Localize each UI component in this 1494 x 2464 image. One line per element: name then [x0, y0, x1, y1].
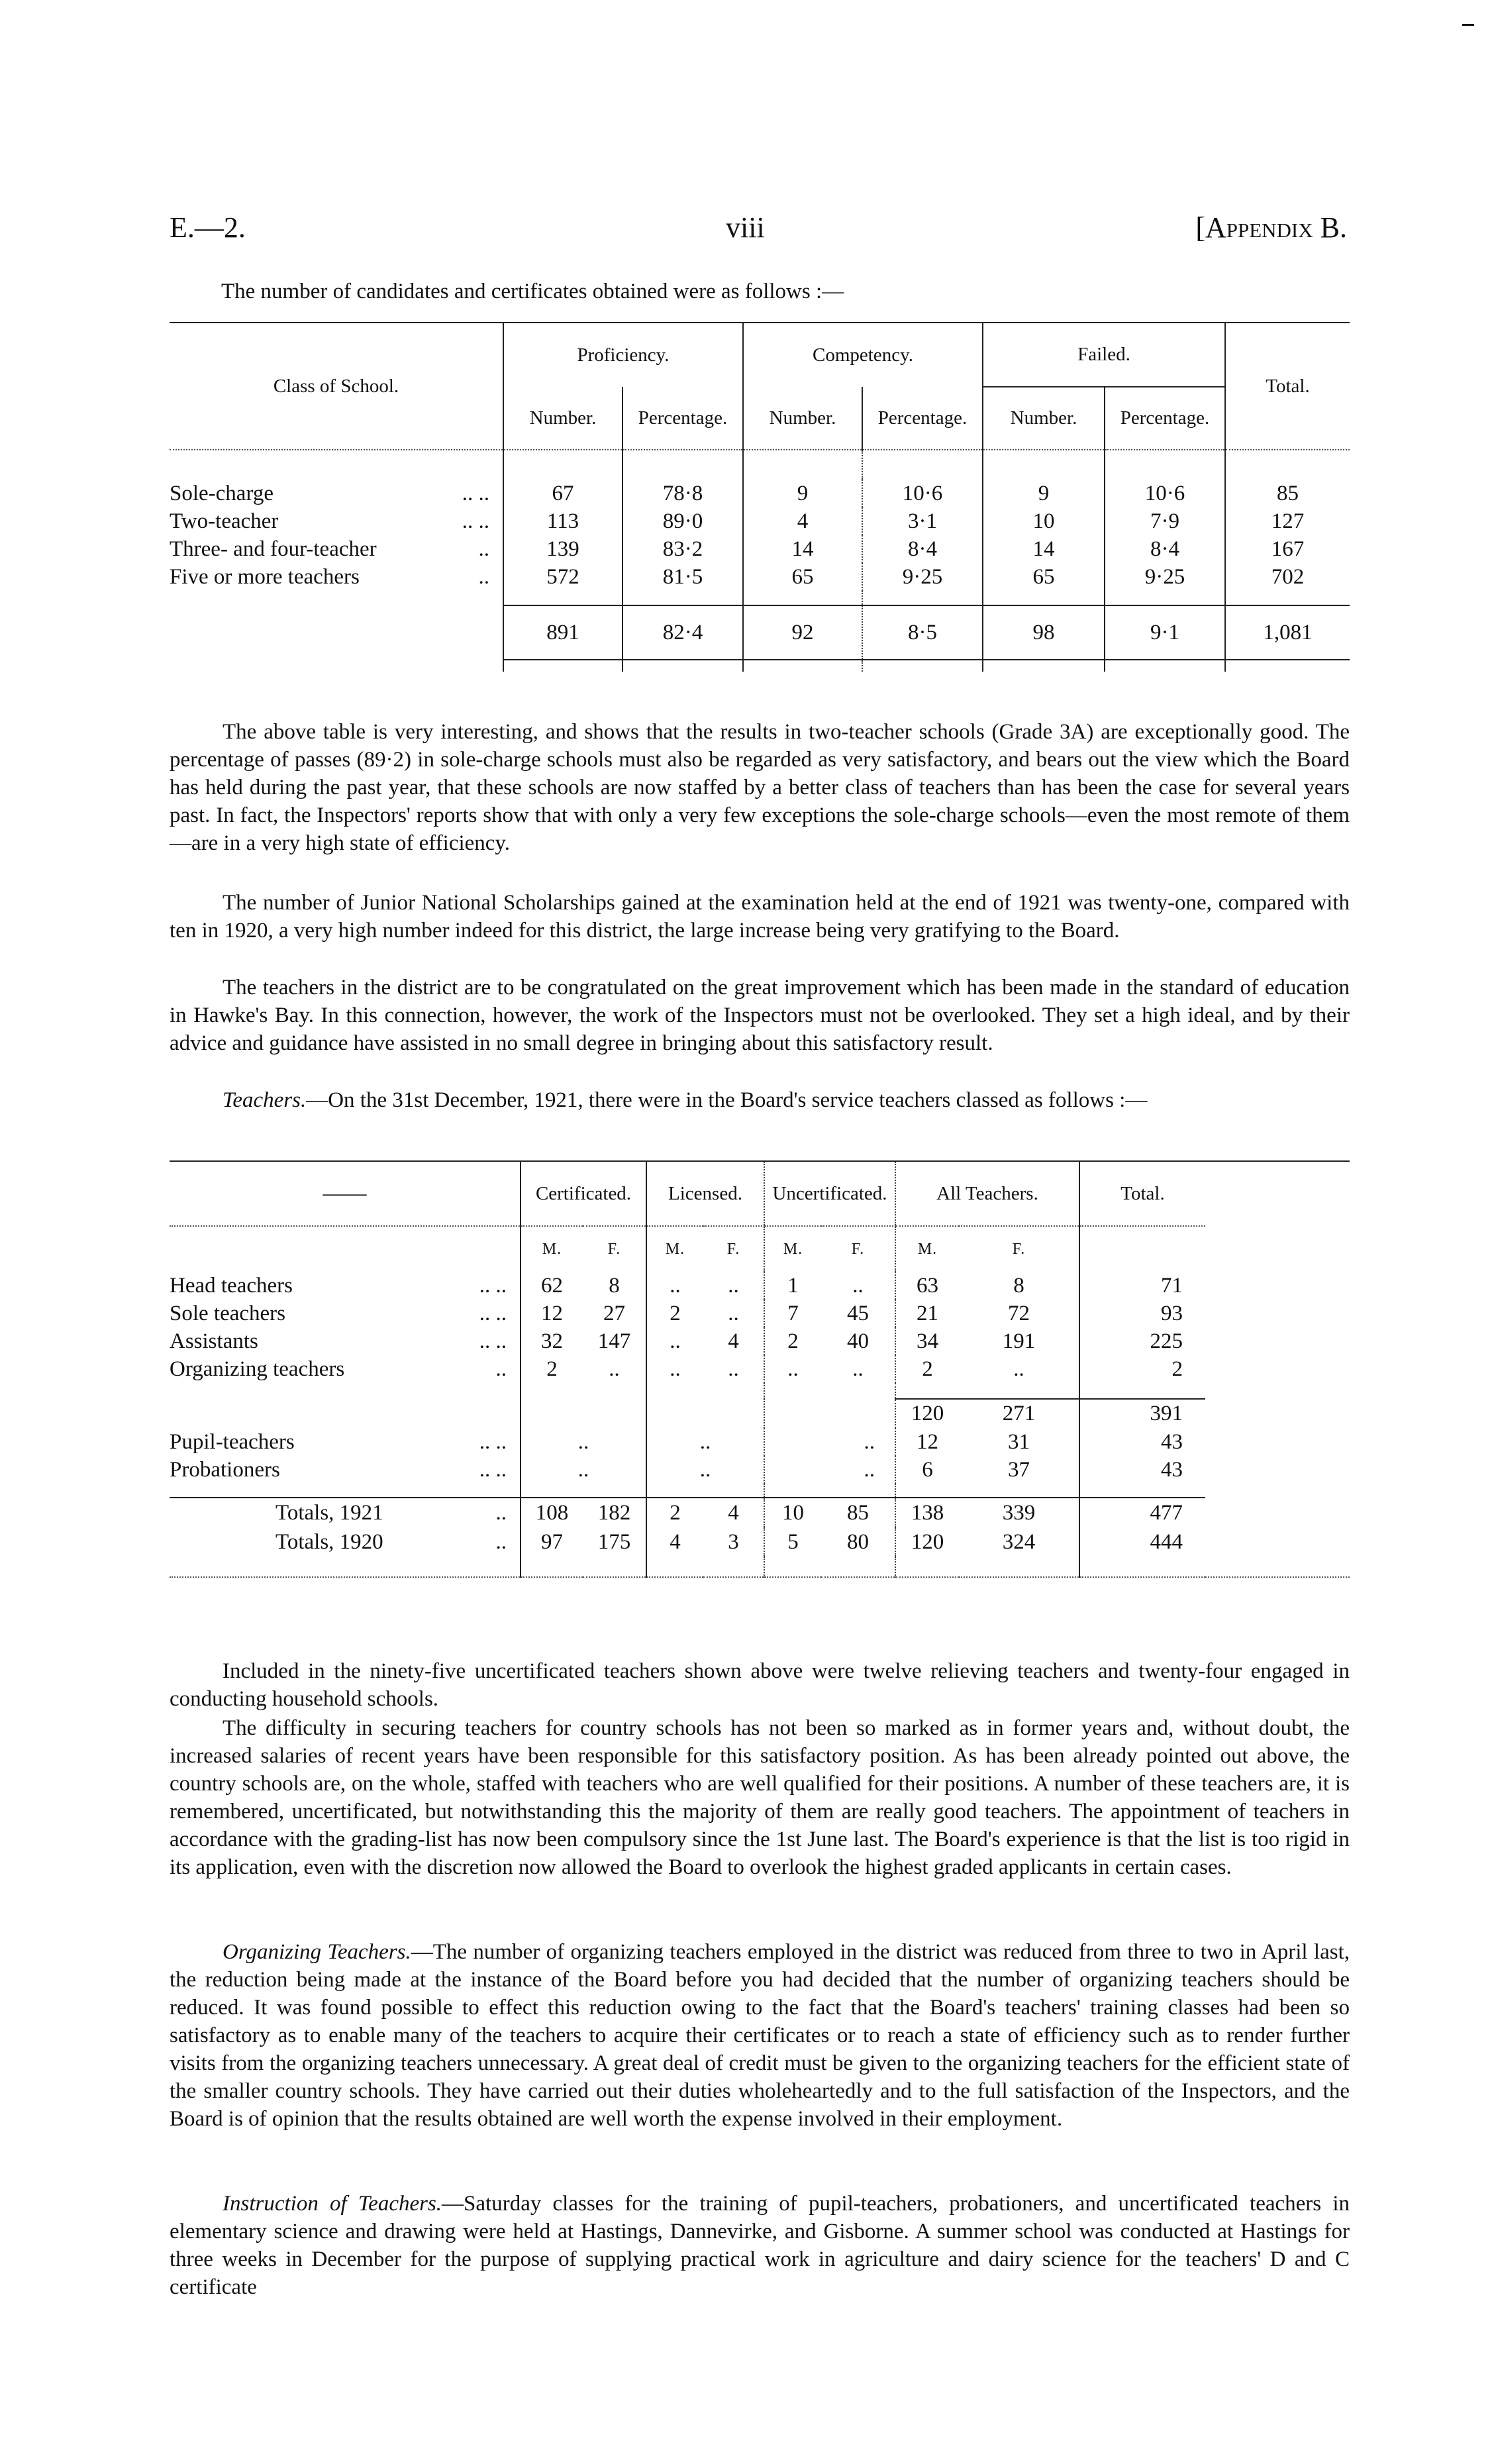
- leader-dots: ..: [478, 537, 489, 561]
- paragraph: [170, 974, 1350, 1057]
- class-of-school-header: Class of School.: [170, 323, 503, 450]
- leader-dots: ..: [495, 1357, 507, 1381]
- section-heading: Teachers.: [223, 1088, 307, 1112]
- row-label: Two-teacher: [170, 509, 279, 533]
- cell: ..: [646, 1327, 703, 1355]
- certificated-header: Certificated.: [521, 1161, 646, 1226]
- cell: 92: [743, 605, 862, 660]
- paragraph-text: —Saturday classes for the training of pupil-teachers, probationers, and uncertificated teachers in elementary science and drawing were held at Hastings, Dannevirke, and Gisborne. A summer school was conducted at Hastings for three weeks in December for the purpose of supplying practical work in agriculture and dairy science for the teachers' D and C certificate: [170, 2192, 1350, 2299]
- cell: 14: [743, 535, 862, 563]
- cell: 97: [521, 1527, 583, 1557]
- cell: 98: [983, 605, 1105, 660]
- cell: 10: [983, 507, 1105, 535]
- cell: 9: [983, 480, 1105, 507]
- cell: 2: [895, 1355, 959, 1383]
- cell: 81·5: [622, 563, 743, 591]
- cell: 572: [503, 563, 622, 591]
- cell: 702: [1225, 563, 1350, 591]
- male-header: M.: [895, 1226, 959, 1272]
- row-label: Probationers: [170, 1457, 280, 1482]
- total-header: Total.: [1225, 323, 1350, 450]
- table-row: [170, 1456, 1350, 1484]
- cell: 5: [764, 1527, 821, 1557]
- cell: ..: [1013, 1357, 1024, 1381]
- cell: 7·9: [1105, 507, 1225, 535]
- cell: 10·6: [1105, 480, 1225, 507]
- cell: 225: [1079, 1327, 1205, 1355]
- totals-row: [170, 1527, 1350, 1557]
- cell: ..: [521, 1428, 646, 1456]
- header-appendix: [Appendix B.: [1195, 211, 1347, 244]
- cell: 139: [503, 535, 622, 563]
- table-row: [170, 507, 1350, 535]
- cell: 138: [895, 1498, 959, 1527]
- cell: 4: [728, 1329, 739, 1353]
- cell: ..: [764, 1355, 821, 1383]
- cell: 2: [646, 1498, 703, 1527]
- paragraph-text: The difficulty in securing teachers for country schools has not been so marked as in former years and, without doubt, the increased salaries of recent years have been responsible for this satisfactory position. As has been already pointed out above, the country schools are, on the whole, staffed with teachers who are well qualified for their positions. A number of these teachers are, it is remembered, uncertificated, but notwithstanding this the majority of them are really good teachers. The appointment of teachers in accordance with the grading-list has now been compulsory since the 1st June last. The Board's experience is that the list is too rigid in its application, even with the discretion now allowed the Board to overlook the highest graded applicants in certain cases.: [170, 1716, 1350, 1879]
- cell: 2: [1079, 1355, 1205, 1383]
- cell: ..: [728, 1357, 739, 1381]
- sub-number: Number.: [983, 387, 1105, 450]
- cell: 8: [1013, 1273, 1024, 1298]
- cell: 9: [743, 480, 862, 507]
- cell: 40: [847, 1329, 869, 1353]
- leader-dots: .. ..: [462, 509, 489, 533]
- table-row: [170, 1355, 1350, 1383]
- cell: 72: [1008, 1301, 1030, 1325]
- candidates-table: [170, 322, 1350, 672]
- section-heading: Organizing Teachers.: [223, 1940, 411, 1964]
- cell: 8·4: [862, 535, 983, 563]
- cell: 108: [521, 1498, 583, 1527]
- cell: 21: [895, 1300, 959, 1327]
- cell: 1: [764, 1272, 821, 1300]
- totals-row: [170, 1498, 1350, 1527]
- paragraph-text: The number of Junior National Scholarships gained at the examination held at the end of 1921 was twenty-one, compared with ten in 1920, a very high number indeed for this district, the large increase being very gratifying to the Board.: [170, 891, 1350, 943]
- leader-dots: ..: [478, 564, 489, 589]
- male-header: M.: [521, 1226, 583, 1272]
- row-label: Assistants: [170, 1329, 258, 1353]
- leader-dots: .. ..: [479, 1301, 507, 1325]
- section-heading: Instruction of Teachers.: [223, 2192, 442, 2216]
- sub-number: Number.: [503, 387, 622, 450]
- cell: 2: [521, 1355, 583, 1383]
- cell: 182: [583, 1498, 646, 1527]
- cell: 43: [1079, 1428, 1205, 1456]
- cell: 120: [895, 1399, 959, 1428]
- cell: 93: [1079, 1300, 1205, 1327]
- intro-candidates: The number of candidates and certificates obtained were as follows :—: [221, 280, 844, 303]
- cell: 127: [1225, 507, 1350, 535]
- row-label: Totals, 1920: [275, 1529, 383, 1554]
- paragraph: [170, 1938, 1350, 2133]
- female-header: F.: [1012, 1240, 1026, 1258]
- table-row: [170, 535, 1350, 563]
- cell: 9·1: [1105, 605, 1225, 660]
- totals-row: [170, 605, 1350, 660]
- cell: ..: [728, 1273, 739, 1298]
- teachers-table: [170, 1160, 1350, 1578]
- cell: 324: [1002, 1529, 1036, 1554]
- corner-dash: ——: [170, 1161, 521, 1226]
- cell: 32: [521, 1327, 583, 1355]
- cell: 83·2: [622, 535, 743, 563]
- paragraph: [170, 1086, 1350, 1114]
- cell: 4: [703, 1498, 764, 1527]
- sub-percentage: Percentage.: [862, 387, 983, 450]
- paragraph: [170, 889, 1350, 945]
- cell: 191: [1002, 1329, 1036, 1353]
- paragraph-text: —The number of organizing teachers employed in the district was reduced from three to two in April last, the reduction being made at the instance of the Board before you had decided that the number of organizing teachers should be reduced. It was found possible to effect this reduction owing to the fact that the Board's teachers' training classes had been so satisfactory as to enable many of the teachers to acquire their certificates or to reach a state of efficiency such as to render further visits from the organizing teachers unnecessary. A great deal of credit must be given to the organizing teachers for the efficient state of the smaller country schools. They have carried out their duties wholeheartedly and to the full satisfaction of the Inspectors, and the Board is of opinion that the results obtained are well worth the expense involved in their employment.: [170, 1940, 1350, 2131]
- cell: 45: [847, 1301, 869, 1325]
- cell: ..: [852, 1273, 864, 1298]
- cell: 63: [895, 1272, 959, 1300]
- cell: ..: [521, 1456, 646, 1484]
- paragraph-text: The above table is very interesting, and shows that the results in two-teacher schools (Grade 3A) are exceptionally good. The percentage of passes (89·2) in sole-charge schools must also be regarded as very satisfactory, and bears out the view which the Board has held during the past year, that these schools are now staffed by a better class of teachers than has been the case for several years past. In fact, the Inspectors' reports show that with only a very few exceptions the sole-charge schools—even the most remote of them—are in a very high state of efficiency.: [170, 720, 1350, 855]
- cell: 67: [503, 480, 622, 507]
- cell: 2: [764, 1327, 821, 1355]
- cell: 147: [597, 1329, 631, 1353]
- cell: ..: [852, 1357, 864, 1381]
- cell: 1,081: [1225, 605, 1350, 660]
- cell: 12: [521, 1300, 583, 1327]
- paragraph: [170, 718, 1350, 857]
- cell: ..: [646, 1272, 703, 1300]
- cell: ..: [728, 1301, 739, 1325]
- proficiency-header: Proficiency.: [503, 323, 743, 387]
- total-header: Total.: [1079, 1161, 1205, 1226]
- header-reference: E.—2.: [170, 211, 246, 244]
- paragraph-text: The teachers in the district are to be congratulated on the great improvement which has been made in the standard of education in Hawke's Bay. In this connection, however, the work of the Inspectors must not be overlooked. They set a high ideal, and by their advice and guidance have assisted in no small degree in bringing about this satisfactory result.: [170, 976, 1350, 1055]
- table-row: [170, 1300, 1350, 1327]
- cell: 9·25: [1105, 563, 1225, 591]
- leader-dots: .. ..: [479, 1329, 507, 1353]
- cell: 3·1: [862, 507, 983, 535]
- cell: 339: [959, 1498, 1079, 1527]
- male-header: M.: [646, 1226, 703, 1272]
- leader-dots: ..: [495, 1529, 507, 1554]
- leader-dots: .. ..: [479, 1429, 507, 1454]
- cell: 167: [1225, 535, 1350, 563]
- cell: 80: [847, 1529, 869, 1554]
- leader-dots: ..: [495, 1500, 507, 1525]
- table-row: [170, 1327, 1350, 1355]
- cell: 8·5: [862, 605, 983, 660]
- cell: 8·4: [1105, 535, 1225, 563]
- cell: 891: [503, 605, 622, 660]
- cell: 391: [1079, 1399, 1205, 1428]
- subtotal-row: [170, 1399, 1350, 1428]
- paragraph-text: —On the 31st December, 1921, there were in the Board's service teachers classed as follows :—: [306, 1088, 1148, 1112]
- table-row: [170, 1272, 1350, 1300]
- all-teachers-header: All Teachers.: [895, 1161, 1079, 1226]
- cell: 43: [1079, 1456, 1205, 1484]
- table-row: [170, 563, 1350, 591]
- cell: 78·8: [622, 480, 743, 507]
- cell: 4: [646, 1527, 703, 1557]
- cell: 4: [743, 507, 862, 535]
- cell: 175: [597, 1529, 631, 1554]
- cell: 65: [743, 563, 862, 591]
- table-row: [170, 1428, 1350, 1456]
- sub-percentage: Percentage.: [1105, 387, 1225, 450]
- paragraph: [170, 2190, 1350, 2301]
- uncertificated-header: Uncertificated.: [764, 1161, 895, 1226]
- row-label: Head teachers: [170, 1273, 293, 1298]
- cell: ..: [646, 1355, 703, 1383]
- sub-number: Number.: [743, 387, 862, 450]
- male-header: M.: [764, 1226, 821, 1272]
- row-label: Three- and four-teacher: [170, 537, 377, 561]
- cell: 6: [895, 1456, 959, 1484]
- cell: 10·6: [862, 480, 983, 507]
- cell: 85: [821, 1498, 895, 1527]
- leader-dots: .. ..: [462, 481, 489, 505]
- row-label: Five or more teachers: [170, 564, 360, 589]
- cell: 14: [983, 535, 1105, 563]
- cell: 10: [764, 1498, 821, 1527]
- margin-mark: [1462, 24, 1474, 26]
- cell: 3: [728, 1529, 739, 1554]
- cell: 477: [1079, 1498, 1205, 1527]
- page-number: viii: [726, 211, 765, 244]
- row-label: Sole-charge: [170, 481, 274, 505]
- cell: 12: [895, 1428, 959, 1456]
- leader-dots: .. ..: [479, 1273, 507, 1298]
- row-label: Organizing teachers: [170, 1357, 345, 1381]
- paragraph: [170, 1657, 1350, 1713]
- sub-percentage: Percentage.: [622, 387, 743, 450]
- female-header: F.: [851, 1240, 865, 1258]
- cell: 31: [1008, 1429, 1030, 1454]
- cell: ..: [646, 1456, 764, 1484]
- row-label: Totals, 1921: [275, 1500, 383, 1525]
- cell: 120: [895, 1527, 959, 1557]
- cell: 9·25: [862, 563, 983, 591]
- licensed-header: Licensed.: [646, 1161, 764, 1226]
- cell: 89·0: [622, 507, 743, 535]
- row-label: Pupil-teachers: [170, 1429, 295, 1454]
- leader-dots: .. ..: [479, 1457, 507, 1482]
- cell: 65: [983, 563, 1105, 591]
- cell: 82·4: [622, 605, 743, 660]
- cell: ..: [764, 1428, 895, 1456]
- cell: 27: [603, 1301, 625, 1325]
- paragraph-text: Included in the ninety-five uncertificated teachers shown above were twelve relieving teachers and twenty-four engaged in conducting household schools.: [170, 1659, 1350, 1711]
- cell: 34: [895, 1327, 959, 1355]
- cell: 2: [646, 1300, 703, 1327]
- cell: 271: [1002, 1402, 1036, 1425]
- cell: 444: [1079, 1527, 1205, 1557]
- cell: ..: [609, 1357, 620, 1381]
- row-label: Sole teachers: [170, 1301, 286, 1325]
- cell: 62: [521, 1272, 583, 1300]
- female-header: F.: [726, 1240, 740, 1258]
- cell: 71: [1079, 1272, 1205, 1300]
- competency-header: Competency.: [743, 323, 983, 387]
- paragraph: [170, 1714, 1350, 1881]
- cell: 85: [1225, 480, 1350, 507]
- cell: ..: [646, 1428, 764, 1456]
- failed-header: Failed.: [983, 323, 1225, 387]
- table-row: [170, 480, 1350, 507]
- cell: 8: [609, 1273, 620, 1298]
- cell: 113: [503, 507, 622, 535]
- cell: ..: [764, 1456, 895, 1484]
- female-header: F.: [607, 1240, 621, 1258]
- cell: 37: [1008, 1457, 1030, 1482]
- cell: 7: [764, 1300, 821, 1327]
